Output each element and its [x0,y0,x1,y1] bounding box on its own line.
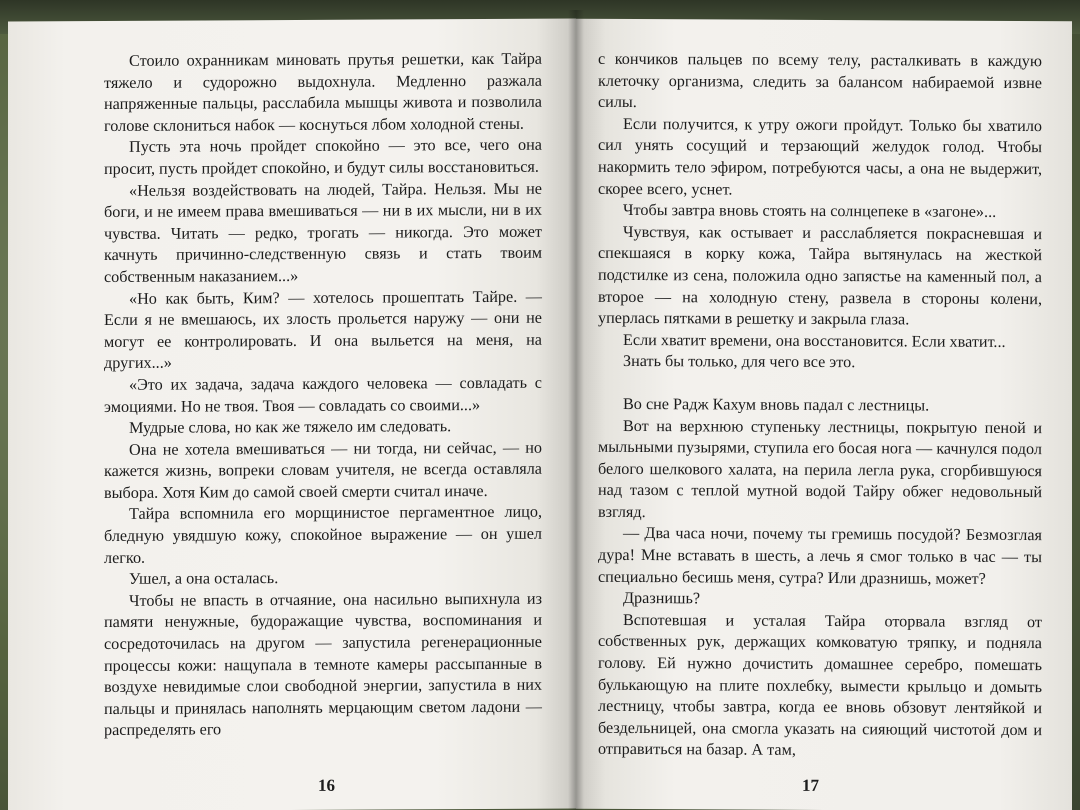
page-number: 17 [802,775,819,795]
paragraph: Мудрые слова, но как же тяжело им следовать. [129,417,452,437]
paragraph: Вот на верхнюю ступеньку лестницы, покрытую пеной и мыльными пузырями, ступила его босая нога — качнулся подол белого шелкового халата, на перила легла рука, сгорбившуюся над тазом с теплой мутной водой Тайру обжег недовольный взгляд. [598,416,1042,521]
paragraph: Ушел, а она осталась. [129,569,279,589]
left-page [8,19,576,810]
open-book [8,10,1072,810]
paragraph: с кончиков пальцев по всему телу, расталкивать в каждую клеточку организма, следить за балансом набираемой извне силы. [598,49,1042,112]
paragraph: Чтобы завтра вновь стоять на солнцепеке в «загоне»... [623,201,997,222]
paragraph: — Два часа ночи, почему ты гремишь посудой? Безмозглая дура! Мне вставать в шесть, а лечь я смог только в час — ты специально бесишь меня, сутра? Или дразнишь, может? [598,524,1042,588]
left-page-text [104,49,542,742]
paragraph: Дразнишь? [623,589,701,608]
paragraph: Во сне Радж Кахум вновь падал с лестницы. [623,394,930,415]
paragraph: Пусть эта ночь пройдет спокойно — это все, чего она просит, пусть пройдет спокойно, и будут силы восстановиться. [104,136,542,178]
paragraph: «Нельзя воздействовать на людей, Тайра. Нельзя. Мы не боги, и не имеем права вмешиваться — ни в их мысли, ни в их чувства. Читать — редко, трогать — никогда. Это может качнуть причинно-следственную связь и стать твоим собственным наказанием...» [104,179,542,286]
right-page-text [598,49,1042,763]
right-page [576,19,1072,810]
paragraph: Чувствуя, как остывает и расслабляется покрасневшая и спекшаяся в корку кожа, Тайра вытянулась на жесткой подстилке из сена, положила одно запястье на каменный пол, а второе — на холодную стену, развела в стороны колени, уперлась пятками в решетку и закрыла глаза. [598,222,1042,329]
paragraph: Стоило охранникам миновать прутья решетки, как Тайра тяжело и судорожно выдохнула. Медленно разжала напряженные пальцы, расслабила мышцы живота и позволила голове склониться набок — коснуться лбом холодной стены. [104,49,542,135]
paragraph: Тайра вспомнила его морщинистое пергаментное лицо, бледную увядшую кожу, спокойное выражение — он ушел легко. [104,503,542,567]
paragraph: Если хватит времени, она восстановится. Если хватит... [623,330,1006,351]
paragraph: «Это их задача, задача каждого человека — совладать с эмоциями. Но не твоя. Твоя — совладать со своими...» [104,373,542,416]
paragraph: Она не хотела вмешиваться — ни тогда, ни сейчас, — но кажется жизнь, вопреки словам учителя, не всегда оставляла выбора. Хотя Ким до самой своей смерти считал иначе. [104,438,542,502]
paragraph: Если получится, к утру ожоги пройдут. Только бы хватило сил унять сосущий и терзающий желудок голод. Чтобы накормить тело эфиром, потребуются часы, а она не выдержит, скорее всего, уснет. [598,114,1042,199]
paragraph: «Но как быть, Ким? — хотелось прошептать Тайре. — Если я не вмешаюсь, их злость прольется наружу — они не могут ее контролировать. И она выльется на меня, на других...» [104,287,542,373]
paragraph: Вспотевшая и усталая Тайра оторвала взгляд от собственных рук, держащих комковатую тряпку, и подняла голову. Ей нужно дочистить домашнее серебро, помешать булькающую на плите похлебку, вымести крыльцо и домыть лестницу, чтобы завтра, когда ее вновь обзовут лентяйкой и бездельницей, она смогла указать на сияющий чистотой дом и отправиться на базар. А там, [598,610,1042,760]
page-number: 16 [318,775,335,795]
paragraph: Чтобы не впасть в отчаяние, она насильно выпихнула из памяти ненужные, будоражащие чувства, воспоминания и сосредоточилась на другом — запустила регенерационные процессы кожи: нащупала в темноте камеры рассыпанные в воздухе невидимые слои свободной энергии, запустила в них пальцы и принялась наполнять мерцающим светом ладони — распределять его [104,589,542,740]
section-break [598,373,1042,396]
paragraph: Знать бы только, для чего все это. [623,352,856,372]
